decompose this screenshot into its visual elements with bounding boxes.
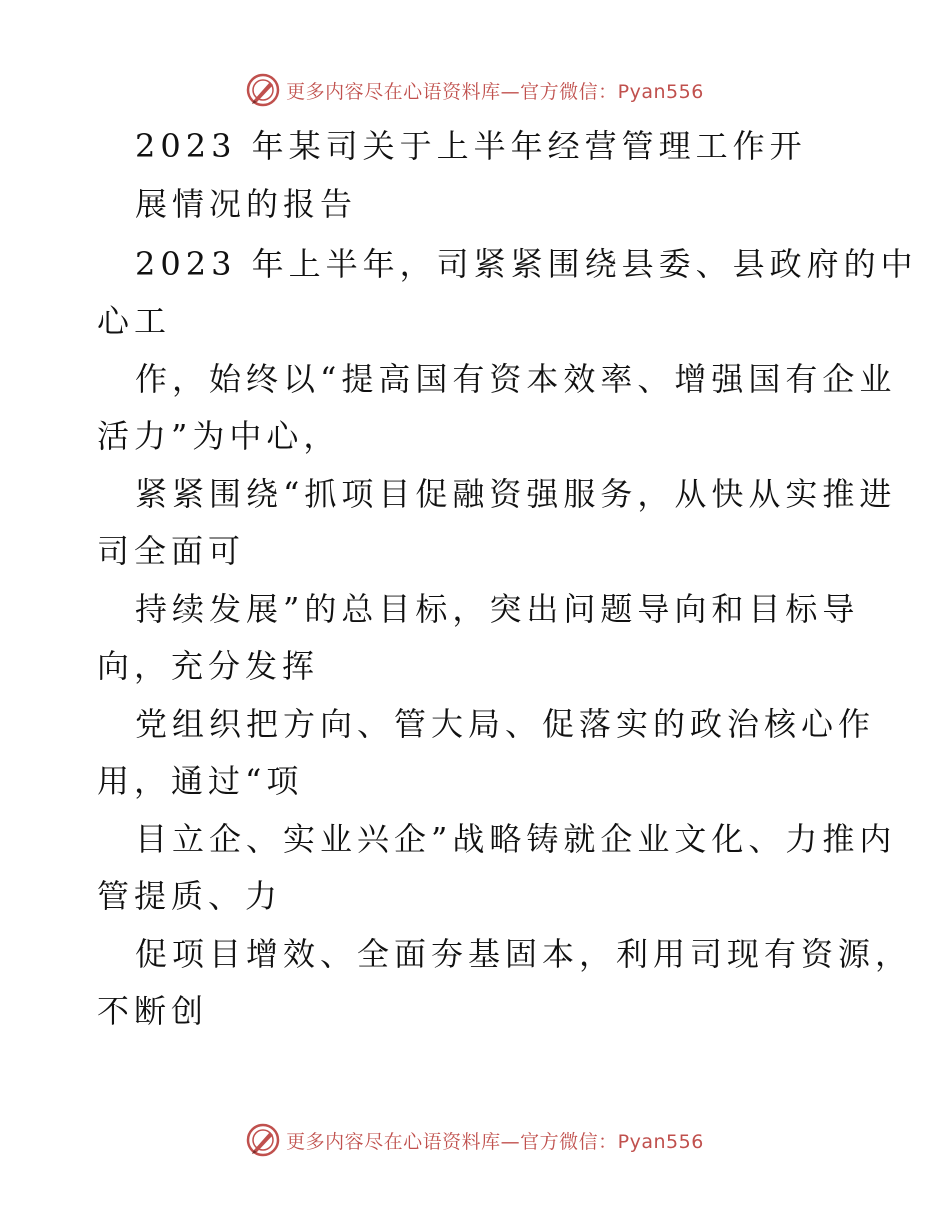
footer-banner	[0, 1120, 950, 1160]
paragraph-line: 用，通过“项	[97, 762, 304, 800]
pen-logo-icon	[246, 73, 280, 107]
footer-banner-text: 更多内容尽在心语资料库—官方微信：Pyan556	[286, 1130, 704, 1153]
header-banner-text: 更多内容尽在心语资料库—官方微信：Pyan556	[286, 80, 704, 103]
header-banner	[0, 70, 950, 110]
paragraph-line: 心工	[97, 302, 172, 340]
document-title-line-1: 2023 年某司关于上半年经营管理工作开	[135, 127, 807, 165]
paragraph-line: 不断创	[97, 992, 209, 1030]
document-title-line-2: 展情况的报告	[135, 185, 358, 223]
paragraph-line: 党组织把方向、管大局、促落实的政治核心作	[135, 705, 876, 743]
paragraph-line: 2023 年上半年，司紧紧围绕县委、县政府的中	[135, 245, 918, 283]
paragraph-line: 作，始终以“提高国有资本效率、增强国有企业	[135, 360, 897, 398]
paragraph-line: 促项目增效、全面夯基固本，利用司现有资源，	[135, 935, 913, 973]
paragraph-line: 管提质、力	[97, 877, 283, 915]
paragraph-line: 活力”为中心，	[97, 417, 341, 455]
paragraph-line: 向，充分发挥	[97, 647, 320, 685]
paragraph-line: 目立企、实业兴企”战略铸就企业文化、力推内	[135, 820, 897, 858]
paragraph-line: 持续发展”的总目标，突出问题导向和目标导	[135, 590, 860, 628]
paragraph-line: 司全面可	[97, 532, 246, 570]
paragraph-line: 紧紧围绕“抓项目促融资强服务，从快从实推进	[135, 475, 897, 513]
pen-logo-icon	[246, 1123, 280, 1157]
